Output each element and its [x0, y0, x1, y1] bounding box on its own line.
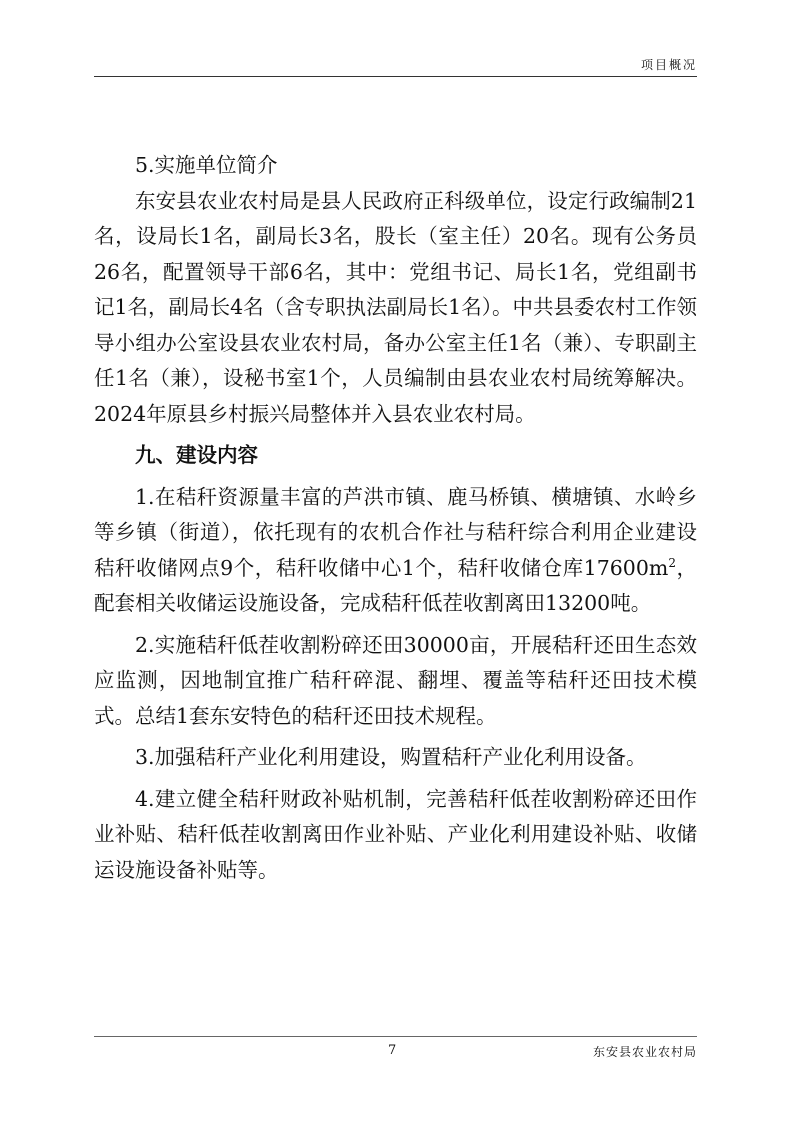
- construction-item-3: 3.加强秸秆产业化利用建设，购置秸秆产业化利用设备。: [135, 745, 647, 769]
- construction-item-2: 2.实施秸秆低茬收割粉碎还田30000亩，开展秸秆还田生态效应监测，因地制宜推广秸秆碎混、翻埋、覆盖等秸秆还田技术模式。总结1套东安特色的秸秆还田技术规程。: [94, 632, 697, 728]
- construction-item-4: 4.建立健全秸秆财政补贴机制，完善秸秆低茬收割粉碎还田作业补贴、秸秆低茬收割离田作业补贴、产业化利用建设补贴、收储运设施设备补贴等。: [94, 786, 697, 882]
- header-divider: [94, 76, 697, 77]
- item-1-superscript: 2: [668, 555, 676, 570]
- unit-intro-paragraph: 东安县农业农村局是县人民政府正科级单位，设定行政编制21名，设局长1名，副局长3名，股长（室主任）20名。现有公务员26名，配置领导干部6名，其中：党组书记、局长1名，党组副书记1名，副局长4名（含专职执法副局长1名）。中共县委农村工作领导小组办公室设县农业农村局，备办公室主任1名（兼）、专职副主任1名（兼），设秘书室1个，人员编制由县农业农村局统筹解决。2024年原县乡村振兴局整体并入县农业农村局。: [94, 188, 697, 426]
- item-1-text-continued: ，配套相关收储运设施设备，完成秸秆低茬收割离田13200吨。: [94, 555, 697, 615]
- page-number: 7: [388, 1043, 397, 1058]
- item-1-text: 1.在秸秆资源量丰富的芦洪市镇、鹿马桥镇、横塘镇、水岭乡等乡镇（街道），依托现有的农机合作社与秸秆综合利用企业建设秸秆收储网点9个，秸秆收储中心1个，秸秆收储仓库17600m: [94, 484, 697, 580]
- footer-divider: [94, 1036, 697, 1037]
- construction-item-1: [94, 480, 697, 622]
- document-body: [94, 148, 697, 888]
- header-section-label: 项目概况: [640, 58, 697, 72]
- footer-organization: 东安县农业农村局: [592, 1045, 697, 1059]
- section-heading-construction: 九、建设内容: [135, 443, 258, 467]
- unit-intro-subheading: 5.实施单位简介: [135, 153, 278, 177]
